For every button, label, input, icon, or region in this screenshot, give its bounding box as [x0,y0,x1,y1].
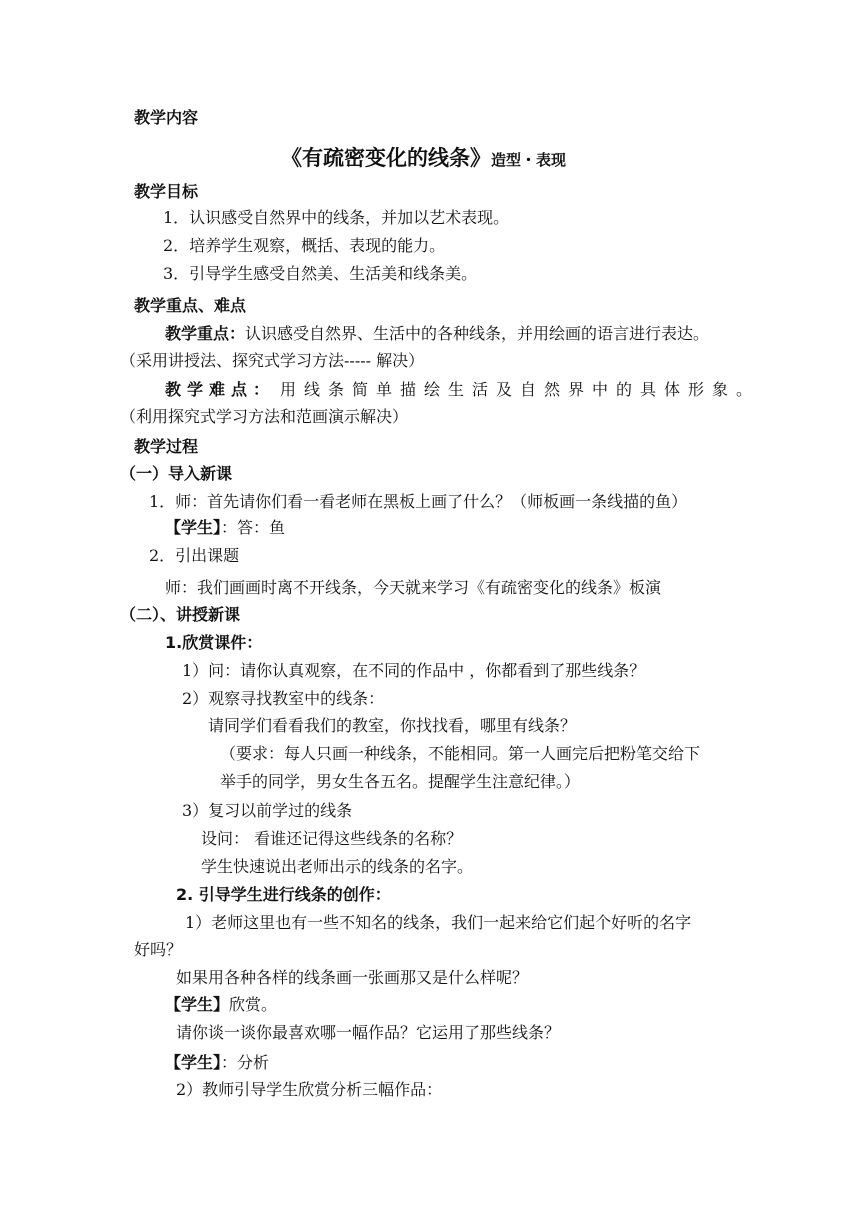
process-line: 请同学们看看我们的教室，你找找看，哪里有线条？ [208,716,577,735]
heading-goals: 教学目标 [134,182,199,201]
process-line: 设问： 看谁还记得这些线条的名称？ [201,829,463,848]
process-line: 好吗？ [134,940,183,959]
process-line: 1．师：首先请你们看一看老师在黑板上画了什么？（师板画一条线描的鱼） [149,492,688,511]
process-line: 3）复习以前学过的线条 [182,801,353,820]
student-label: 【学生】 [165,995,230,1014]
difficulty-label: 教学难点： [165,380,276,399]
process-line: 2．引出课题 [149,546,240,565]
difficulty-note: （利用探究式学习方法和范画演示解决） [120,407,409,426]
process-line: 学生快速说出老师出示的线条的名字。 [201,857,474,876]
process-line: 师：我们画画时离不开线条，今天就来学习《有疏密变化的线条》板演 [165,578,662,597]
key-point-text: 认识感受自然界、生活中的各种线条，并用绘画的语言进行表达。 [245,324,710,343]
process-line: 2）教师引导学生欣赏分析三幅作品： [176,1080,443,1099]
process-line: 1）问：请你认真观察，在不同的作品中 ，你都看到了那些线条？ [182,661,646,680]
process-line: 请你谈一谈你最喜欢哪一幅作品？它运用了那些线条？ [176,1023,561,1042]
student-text: ：分析 [221,1053,270,1072]
subheading: 1.欣赏课件： [165,633,263,652]
student-line [165,518,285,538]
student-label: 【学生】 [165,1053,222,1072]
process-line: 如果用各种各样的线条画一张画那又是什么样呢？ [176,968,529,987]
document-title [281,145,566,173]
process-line: （要求：每人只画一种线条，不能相同。第一人画完后把粉笔交给下 [220,744,701,763]
process-line: 举手的同学，男女生各五名。提醒学生注意纪律。） [220,772,581,791]
title-main: 《有疏密变化的线条》 [281,146,491,170]
heading-process: 教学过程 [134,437,199,456]
subheading: 2. 引导学生进行线条的创作： [176,885,391,904]
student-text: ：答：鱼 [221,518,286,537]
key-point-note: （采用讲授法、探究式学习方法----- 解决） [120,351,425,370]
heading-content: 教学内容 [134,108,199,127]
student-line [165,1053,269,1073]
process-line: 2）观察寻找教室中的线条： [182,689,385,708]
heading-keypoints: 教学重点、难点 [134,296,247,315]
process-line: 1）老师这里也有一些不知名的线条，我们一起来给它们起个好听的名字 [185,913,692,932]
student-line [165,995,277,1015]
key-point-label: 教学重点： [165,324,246,343]
heading-part1: （一）导入新课 [120,464,233,483]
difficulty-line [165,380,760,400]
title-sub: 造型・表现 [491,151,567,169]
goal-item: 3．引导学生感受自然美、生活美和线条美。 [163,264,478,283]
student-text: 欣赏。 [229,995,278,1014]
goal-item: 1．认识感受自然界中的线条，并加以艺术表现。 [163,208,510,227]
difficulty-text: 用线条简单描绘生活及自然界中的具体形象。 [279,380,760,399]
student-label: 【学生】 [165,518,222,537]
heading-part2: （二）、讲授新课 [120,605,241,624]
goal-item: 2．培养学生观察，概括、表现的能力。 [163,236,446,255]
key-point-line [165,324,709,344]
